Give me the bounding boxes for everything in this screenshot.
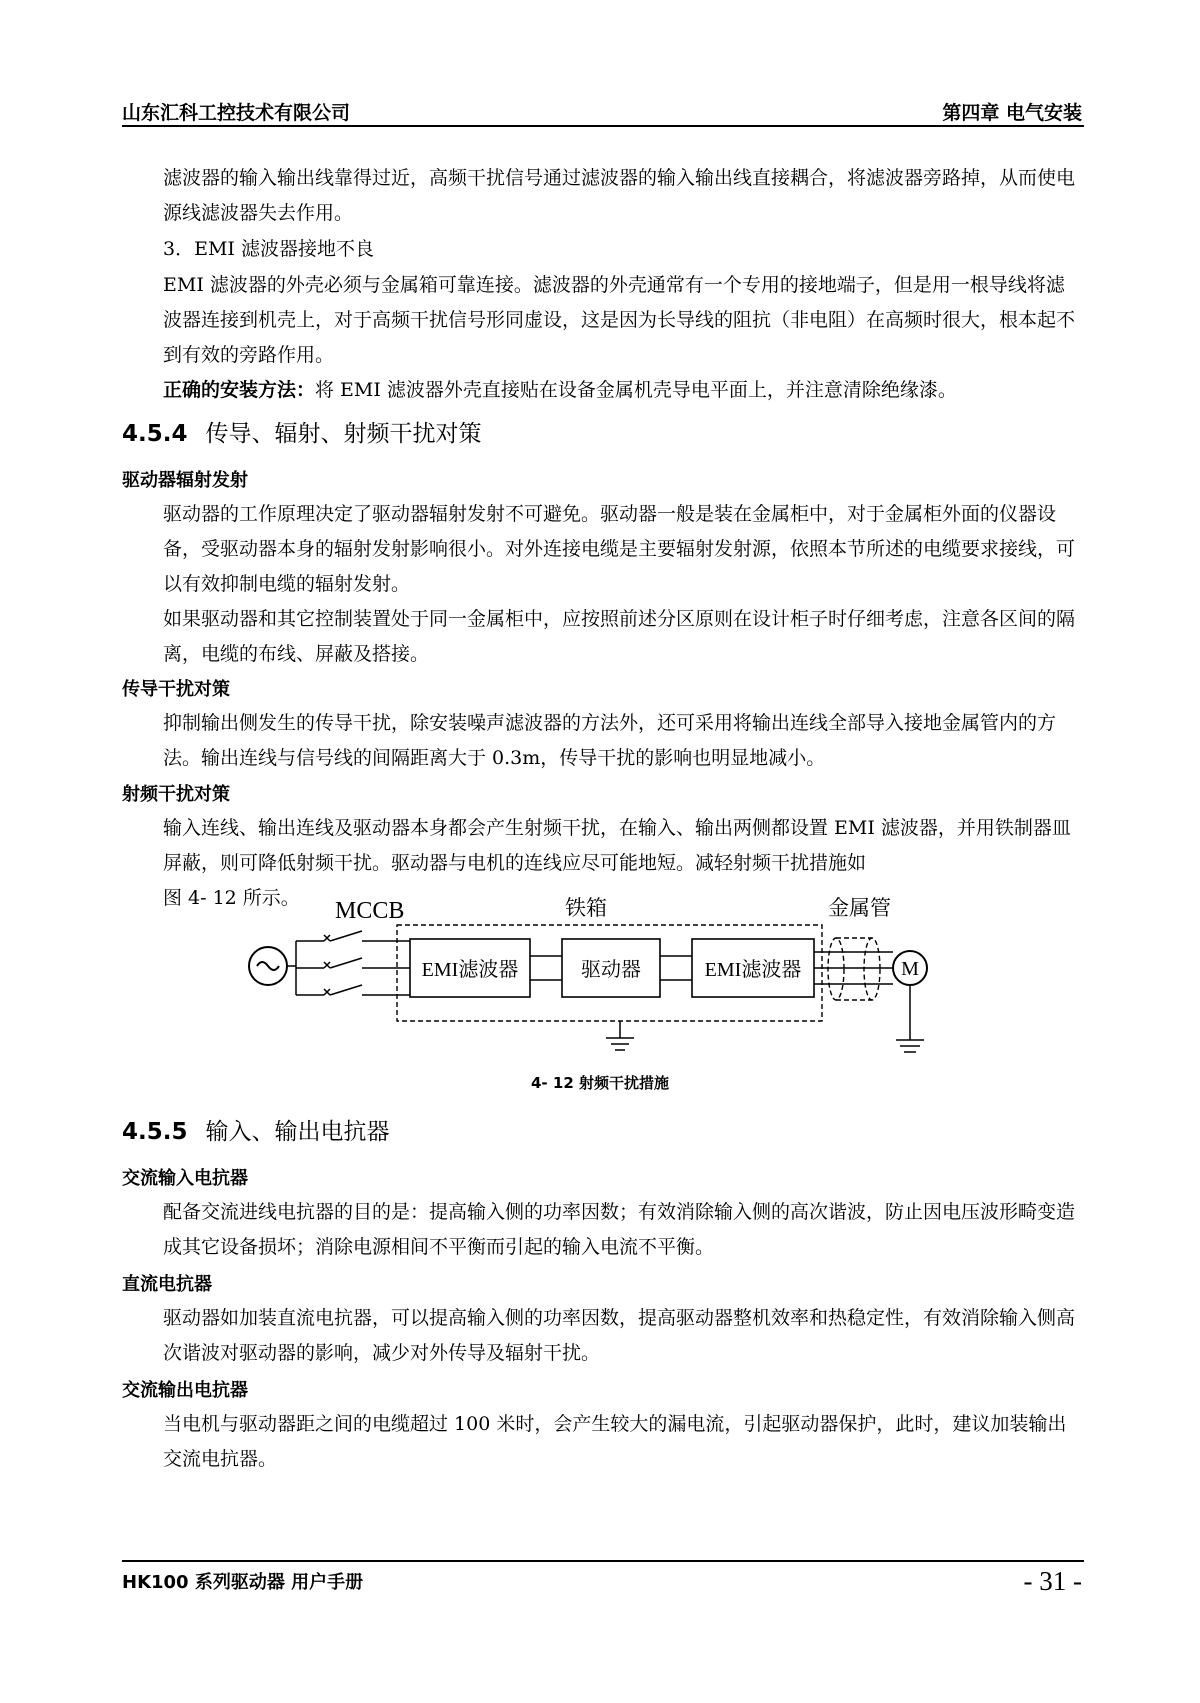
paragraph-filter-coupling: 滤波器的输入输出线靠得过近，高频干扰信号通过滤波器的输入输出线直接耦合，将滤波器旁路掉，从而使电源线滤波器失去作用。 — [163, 167, 1076, 224]
section-number: 4.5.4 — [122, 421, 188, 447]
paragraph-dc-reactor: 驱动器如加装直流电抗器，可以提高输入侧的功率因数，提高驱动器整机效率和热稳定性，有效消除输入侧高次谐波对驱动器的影响，减少对外传导及辐射干扰。 — [163, 1307, 1076, 1364]
paragraph-emi-grounding: EMI 滤波器的外壳必须与金属箱可靠连接。滤波器的外壳通常有一个专用的接地端子，但是用一根导线将滤波器连接到机壳上，对于高频干扰信号形同虚设，这是因为长导线的阻抗（非电阻）在高频时很大，根本起不到有效的旁路作用。 — [163, 274, 1076, 366]
subheading-ac-output-reactor: 交流输出电抗器 — [122, 1380, 248, 1401]
page-number: - 31 - — [1023, 1566, 1082, 1596]
paragraph-ac-input-reactor: 配备交流进线电抗器的目的是：提高输入侧的功率因数；有效消除输入侧的高次谐波，防止因电压波形畸变造成其它设备损坏；消除电源相间不平衡而引起的输入电流不平衡。 — [163, 1201, 1076, 1258]
header-rule — [122, 125, 1084, 127]
paragraph-rf-figure-ref: 图 4- 12 所示。 — [163, 887, 300, 909]
subheading-rf: 射频干扰对策 — [122, 784, 230, 805]
footer-manual-title: HK100 系列驱动器 用户手册 — [122, 1572, 364, 1593]
mccb-label: MCCB — [335, 898, 405, 924]
subheading-ac-input-reactor: 交流输入电抗器 — [122, 1168, 248, 1189]
paragraph-conduction: 抑制输出侧发生的传导干扰，除安装噪声滤波器的方法外，还可采用将输出连线全部导入接地金属管内的方法。输出连线与信号线的间隔距离大于 0.3m，传导干扰的影响也明显地减小。 — [163, 712, 1057, 769]
footer-rule — [122, 1560, 1084, 1562]
iron-box-label: 铁箱 — [565, 896, 607, 920]
breaker-lines — [296, 931, 410, 995]
subheading-conduction: 传导干扰对策 — [122, 679, 230, 700]
emi-filter-input-label: EMI滤波器 — [421, 959, 519, 981]
header-chapter: 第四章 电气安装 — [942, 102, 1082, 124]
paragraph-partition: 如果驱动器和其它控制装置处于同一金属柜中，应按照前述分区原则在设计柜子时仔细考虑，注意各区间的隔离，电缆的布线、屏蔽及搭接。 — [163, 608, 1076, 665]
subheading-radiation: 驱动器辐射发射 — [122, 470, 248, 491]
section-number: 4.5.5 — [122, 1119, 188, 1145]
output-lines — [814, 952, 893, 984]
header-company: 山东汇科工控技术有限公司 — [122, 102, 351, 124]
ground-icon-box — [606, 1021, 634, 1050]
subheading-dc-reactor: 直流电抗器 — [122, 1274, 212, 1295]
correct-install-text: 将 EMI 滤波器外壳直接贴在设备金属机壳导电平面上，并注意清除绝缘漆。 — [315, 379, 957, 401]
figure-caption: 4- 12 射频干扰措施 — [531, 1074, 669, 1092]
driver-label: 驱动器 — [581, 959, 641, 981]
paragraph-correct-install — [163, 373, 1083, 408]
metal-pipe-label: 金属管 — [828, 896, 891, 920]
paragraph-ac-output-reactor: 当电机与驱动器距之间的电缆超过 100 米时，会产生较大的漏电流，引起驱动器保护，此时，建议加装输出交流电抗器。 — [163, 1413, 1067, 1470]
correct-install-label: 正确的安装方法： — [163, 379, 316, 401]
ac-source-icon — [249, 941, 296, 995]
ground-icon-motor — [896, 985, 924, 1052]
motor-label: M — [901, 958, 919, 980]
section-heading-4-5-5 — [122, 1113, 390, 1146]
section-heading-4-5-4 — [122, 415, 482, 448]
section-title: 传导、辐射、射频干扰对策 — [205, 421, 482, 447]
section-title: 输入、输出电抗器 — [205, 1119, 390, 1145]
rf-interference-diagram — [240, 890, 960, 1060]
list-item-3: 3．EMI 滤波器接地不良 — [163, 238, 374, 260]
emi-filter-output-label: EMI滤波器 — [704, 959, 802, 981]
metal-pipe-shield — [828, 938, 880, 1000]
paragraph-radiation: 驱动器的工作原理决定了驱动器辐射发射不可避免。驱动器一般是装在金属柜中，对于金属柜外面的仪器设备，受驱动器本身的辐射发射影响很小。对外连接电缆是主要辐射发射源，依照本节所述的电缆要求接线，可以有效抑制电缆的辐射发射。 — [163, 503, 1076, 595]
paragraph-rf: 输入连线、输出连线及驱动器本身都会产生射频干扰，在输入、输出两侧都设置 EMI 滤波器，并用铁制器皿屏蔽，则可降低射频干扰。驱动器与电机的连线应尽可能地短。减轻射频干扰措施如 — [163, 817, 1071, 874]
